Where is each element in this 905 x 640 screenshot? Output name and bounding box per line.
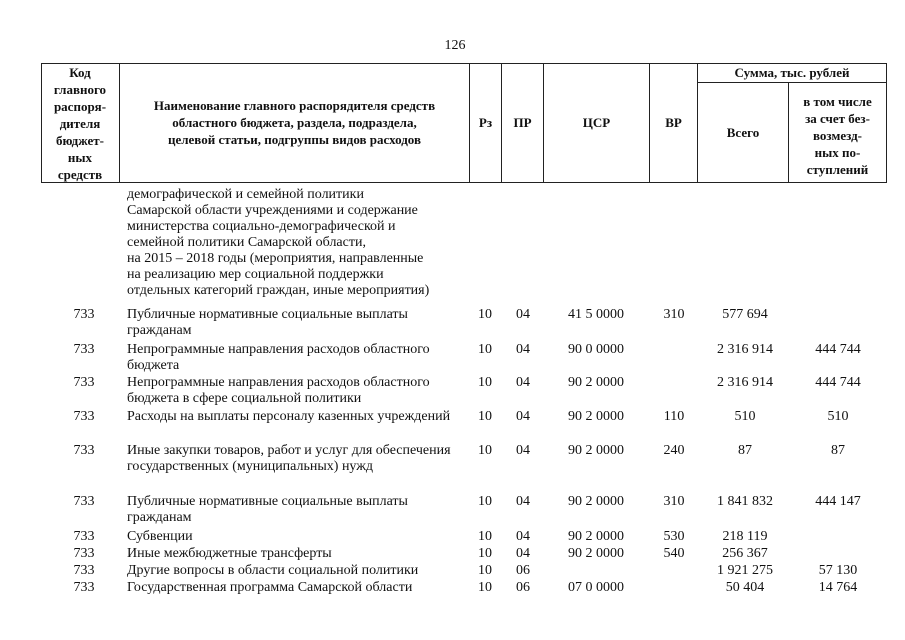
cell-name: Другие вопросы в области социальной политики (127, 563, 419, 578)
cell-csr: 90 2 0000 (568, 375, 624, 390)
cell-total: 2 316 914 (717, 375, 773, 390)
cell-name: Публичные нормативные социальные выплаты гражданам (127, 307, 408, 338)
continuation-line: министерства социально-демографической и (127, 219, 396, 234)
header-free-line: ных по- (814, 145, 861, 160)
cell-pr: 04 (516, 342, 530, 357)
header-csr: ЦСР (582, 115, 611, 130)
cell-pr: 04 (516, 529, 530, 544)
cell-code: 733 (73, 580, 95, 595)
header-code-line: распоря- (53, 99, 107, 114)
cell-csr: 90 2 0000 (568, 409, 624, 424)
cell-pr: 04 (516, 443, 530, 458)
cell-total: 1 841 832 (717, 494, 773, 509)
header-free-line: ступлений (806, 162, 869, 177)
header-name-line: Наименование главного распорядителя средств (153, 98, 436, 113)
cell-total: 1 921 275 (717, 563, 773, 578)
cell-pr: 04 (516, 409, 530, 424)
cell-name: Расходы на выплаты персоналу казенных учреждений (127, 409, 451, 424)
cell-csr: 07 0 0000 (568, 580, 624, 595)
header-free-line: за счет без- (805, 111, 870, 126)
cell-code: 733 (73, 342, 95, 357)
continuation-line: отдельных категорий граждан, иные мероприятия) (127, 283, 430, 298)
cell-code: 733 (73, 307, 95, 322)
header-code (41, 64, 119, 183)
continuation-line: демографической и семейной политики (127, 187, 364, 202)
cell-rz: 10 (478, 409, 492, 424)
cell-rz: 10 (478, 342, 492, 357)
header-sum: Сумма, тыс. рублей (734, 65, 850, 80)
cell-code: 733 (73, 443, 95, 458)
header-name-line: областного бюджета, раздела, подраздела, (172, 115, 417, 130)
cell-total: 577 694 (722, 307, 768, 322)
cell-free: 87 (831, 443, 845, 458)
page-number: 126 (444, 38, 466, 53)
header-rz: Рз (478, 115, 493, 130)
cell-rz: 10 (478, 546, 492, 561)
cell-vr: 110 (663, 409, 685, 424)
cell-vr: 310 (663, 494, 685, 509)
cell-total: 87 (738, 443, 752, 458)
header-free-line: в том числе (803, 94, 872, 109)
cell-rz: 10 (478, 375, 492, 390)
header-code-line: дителя (59, 116, 101, 131)
header-name-line: целевой статьи, подгруппы видов расходов (167, 132, 422, 147)
cell-total: 50 404 (725, 580, 765, 595)
cell-code: 733 (73, 529, 95, 544)
header-code-line: ных (67, 150, 93, 165)
cell-csr: 90 2 0000 (568, 546, 624, 561)
cell-csr: 90 2 0000 (568, 494, 624, 509)
continuation-line: на 2015 – 2018 годы (мероприятия, направленные (127, 251, 424, 266)
cell-name: Иные межбюджетные трансферты (127, 546, 332, 561)
cell-total: 2 316 914 (717, 342, 773, 357)
cell-vr: 310 (663, 307, 685, 322)
cell-name: Непрограммные направления расходов областного бюджета (127, 342, 430, 373)
cell-free: 444 744 (815, 342, 861, 357)
cell-free: 444 744 (815, 375, 861, 390)
cell-code: 733 (73, 494, 95, 509)
cell-total: 510 (734, 409, 756, 424)
continuation-text (127, 187, 472, 299)
cell-rz: 10 (478, 529, 492, 544)
cell-pr: 06 (516, 563, 530, 578)
header-code-line: Код (69, 65, 91, 80)
cell-free: 57 130 (818, 563, 858, 578)
cell-free: 510 (827, 409, 849, 424)
cell-code: 733 (73, 546, 95, 561)
cell-total: 256 367 (722, 546, 768, 561)
header-free (789, 93, 886, 178)
cell-name: Субвенции (127, 529, 193, 544)
cell-rz: 10 (478, 307, 492, 322)
cell-vr: 240 (663, 443, 685, 458)
cell-name: Публичные нормативные социальные выплаты гражданам (127, 494, 408, 525)
cell-rz: 10 (478, 443, 492, 458)
continuation-line: семейной политики Самарской области, (127, 235, 366, 250)
header-pr: ПР (513, 115, 532, 130)
cell-code: 733 (73, 375, 95, 390)
cell-free: 14 764 (818, 580, 858, 595)
cell-name: Непрограммные направления расходов областного бюджета в сфере социальной политики (127, 375, 430, 406)
cell-pr: 06 (516, 580, 530, 595)
continuation-line: на реализацию мер социальной поддержки (127, 267, 384, 282)
cell-pr: 04 (516, 546, 530, 561)
cell-rz: 10 (478, 563, 492, 578)
cell-vr: 540 (663, 546, 685, 561)
header-code-line: бюджет- (55, 133, 104, 148)
header-free-line: возмезд- (813, 128, 862, 143)
cell-csr: 90 2 0000 (568, 443, 624, 458)
cell-rz: 10 (478, 494, 492, 509)
cell-pr: 04 (516, 494, 530, 509)
cell-code: 733 (73, 409, 95, 424)
cell-pr: 04 (516, 307, 530, 322)
cell-pr: 04 (516, 375, 530, 390)
cell-csr: 90 0 0000 (568, 342, 624, 357)
cell-rz: 10 (478, 580, 492, 595)
cell-total: 218 119 (722, 529, 768, 544)
header-name (120, 63, 469, 182)
header-total: Всего (726, 125, 760, 140)
cell-csr: 41 5 0000 (568, 307, 624, 322)
cell-name: Иные закупки товаров, работ и услуг для обеспечения государственных (муниципальных) нужд (127, 443, 451, 474)
header-code-line: главного (53, 82, 107, 97)
cell-vr: 530 (663, 529, 685, 544)
cell-name: Государственная программа Самарской области (127, 580, 413, 595)
continuation-line: Самарской области учреждениями и содержание (127, 203, 418, 218)
cell-free: 444 147 (815, 494, 861, 509)
header-code-line: средств (57, 167, 103, 182)
cell-csr: 90 2 0000 (568, 529, 624, 544)
header-vr: ВР (665, 115, 682, 130)
cell-code: 733 (73, 563, 95, 578)
